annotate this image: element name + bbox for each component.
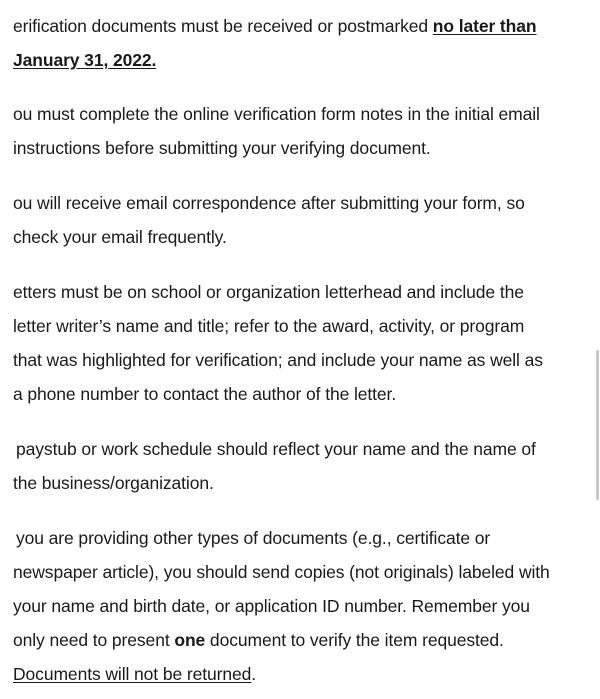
text-line: ou will receive email correspondence after submitting your form, so [13, 193, 525, 213]
text-line: newspaper article), you should send copies (not originals) labeled with [13, 562, 550, 582]
deadline-emphasis: no later than [432, 16, 537, 36]
text-line: ou must complete the online verification form notes in the initial email [13, 104, 540, 124]
text-line: that was highlighted for verification; and include your name as well as [13, 350, 543, 370]
text: only need to present [13, 630, 175, 650]
not-returned-notice: Documents will not be returned [13, 664, 252, 684]
text-line: paystub or work schedule should reflect your name and the name of [16, 439, 536, 459]
text: erification documents must be received or postmarked [13, 16, 433, 36]
text-line: instructions before submitting your verifying document. [13, 138, 431, 158]
text-line [13, 49, 156, 71]
text: . [251, 664, 256, 684]
text-line: the business/organization. [13, 473, 214, 493]
text-line [13, 663, 256, 685]
text-line: check your email frequently. [13, 227, 227, 247]
text-line: your name and birth date, or application ID number. Remember you [13, 596, 530, 616]
text-line: a phone number to contact the author of the letter. [13, 384, 397, 404]
one-emphasis: one [174, 630, 206, 650]
text-line [13, 629, 504, 651]
text: document to verify the item requested. [205, 630, 504, 650]
text-line: etters must be on school or organization letterhead and include the [13, 282, 524, 302]
text-line: letter writer’s name and title; refer to the award, activity, or program [13, 316, 525, 336]
text-line: you are providing other types of documents (e.g., certificate or [16, 528, 491, 548]
text-line [13, 15, 536, 37]
deadline-date: January 31, 2022. [13, 50, 157, 70]
vertical-scrollbar[interactable] [596, 350, 599, 500]
